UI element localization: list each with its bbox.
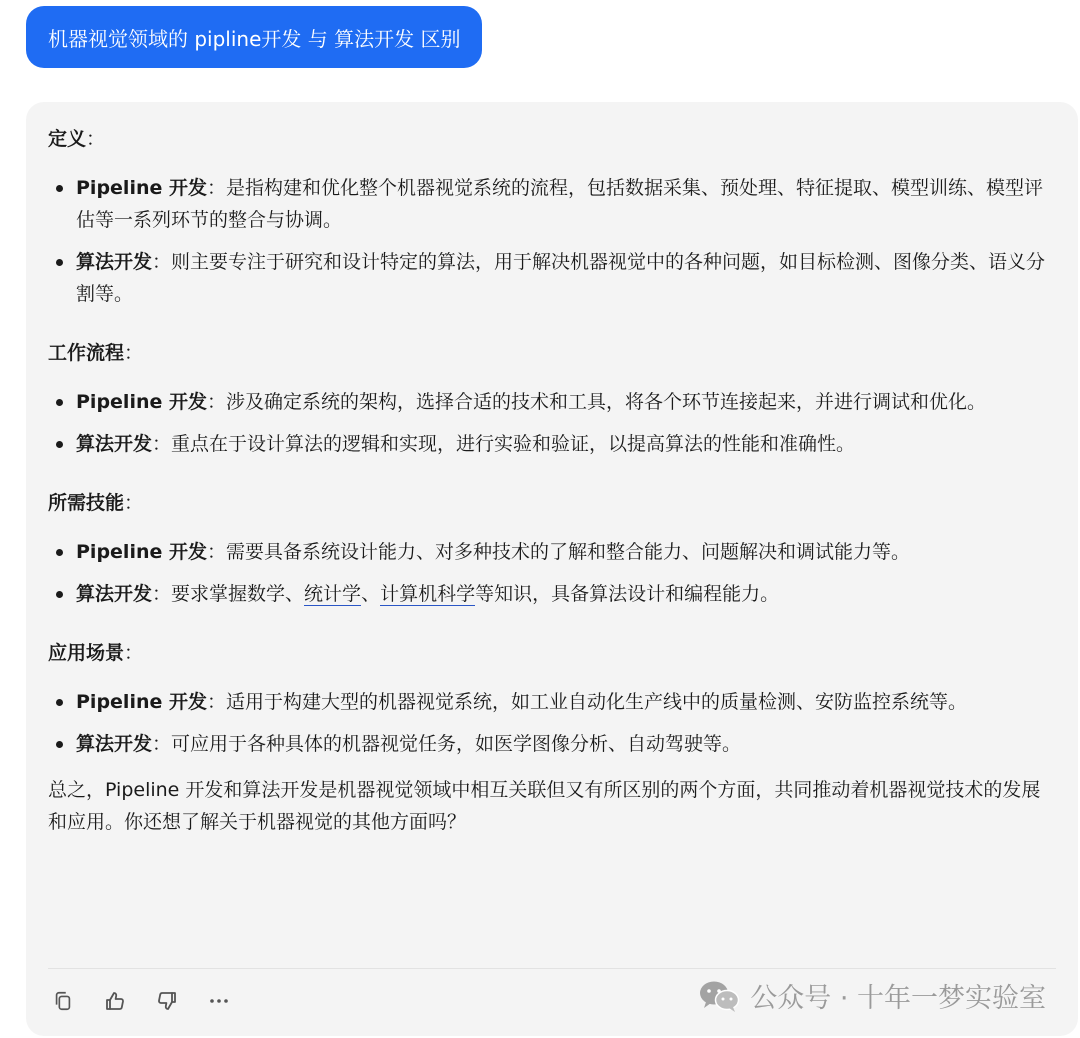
- section-title: 定义：: [48, 128, 106, 150]
- point-label: Pipeline 开发: [76, 691, 207, 713]
- section-title: 工作流程：: [48, 342, 144, 364]
- point-text: 要求掌握数学、: [171, 583, 305, 605]
- bullet-list: [48, 686, 1056, 760]
- list-item: 算法开发：要求掌握数学、统计学、计算机科学等知识，具备算法设计和编程能力。: [48, 578, 1056, 610]
- point-text: 适用于构建大型的机器视觉系统，如工业自动化生产线中的质量检测、安防监控系统等。: [226, 691, 968, 713]
- point-text: 等知识，具备算法设计和编程能力。: [475, 583, 780, 605]
- section-title: 所需技能：: [48, 492, 144, 514]
- point-label: 算法开发: [76, 733, 153, 755]
- point-text: 需要具备系统设计能力、对多种技术的了解和整合能力、问题解决和调试能力等。: [226, 541, 911, 563]
- summary-paragraph: 总之，Pipeline 开发和算法开发是机器视觉领域中相互关联但又有所区别的两个方面，共同推动着机器视觉技术的发展和应用。你还想了解关于机器视觉的其他方面吗？: [48, 779, 1041, 833]
- point-text: 则主要专注于研究和设计特定的算法，用于解决机器视觉中的各种问题，如目标检测、图像分类、语义分割等。: [76, 251, 1046, 305]
- more-icon: [207, 989, 231, 1013]
- user-message-bubble: [26, 6, 482, 68]
- point-label: Pipeline 开发: [76, 177, 207, 199]
- thumbs-down-icon: [155, 989, 179, 1013]
- thumbs-up-icon: [103, 989, 127, 1013]
- more-button[interactable]: [204, 986, 234, 1016]
- list-item: Pipeline 开发：是指构建和优化整个机器视觉系统的流程，包括数据采集、预处理、特征提取、模型训练、模型评估等一系列环节的整合与协调。: [48, 172, 1056, 236]
- bullet-list: [48, 536, 1056, 610]
- section-skills: [48, 488, 1056, 610]
- watermark-text: 公众号 · 十年一梦实验室: [750, 983, 1046, 1014]
- list-item: 算法开发：则主要专注于研究和设计特定的算法，用于解决机器视觉中的各种问题，如目标检测、图像分类、语义分割等。: [48, 246, 1056, 310]
- user-message-text: 机器视觉领域的 pipline开发 与 算法开发 区别: [48, 26, 461, 51]
- assistant-answer-card: [26, 102, 1078, 1036]
- bullet-list: [48, 386, 1056, 460]
- list-item: 算法开发：重点在于设计算法的逻辑和实现，进行实验和验证，以提高算法的性能和准确性。: [48, 428, 1056, 460]
- point-text: 涉及确定系统的架构，选择合适的技术和工具，将各个环节连接起来，并进行调试和优化。: [226, 391, 987, 413]
- copy-icon: [52, 990, 74, 1012]
- statistics-link[interactable]: 统计学: [304, 583, 362, 605]
- thumbs-up-button[interactable]: [100, 986, 130, 1016]
- section-workflow: [48, 338, 1056, 460]
- list-item: Pipeline 开发：适用于构建大型的机器视觉系统，如工业自动化生产线中的质量检测、安防监控系统等。: [48, 686, 1056, 718]
- point-label: 算法开发: [76, 583, 153, 605]
- message-actions: [48, 986, 234, 1016]
- list-item: 算法开发：可应用于各种具体的机器视觉任务，如医学图像分析、自动驾驶等。: [48, 728, 1056, 760]
- point-label: 算法开发: [76, 433, 153, 455]
- computer-science-link[interactable]: 计算机科学: [380, 583, 476, 605]
- list-item: Pipeline 开发：涉及确定系统的架构，选择合适的技术和工具，将各个环节连接起来，并进行调试和优化。: [48, 386, 1056, 418]
- point-label: 算法开发: [76, 251, 153, 273]
- watermark: [698, 976, 1046, 1015]
- point-text: 是指构建和优化整个机器视觉系统的流程，包括数据采集、预处理、特征提取、模型训练、模型评估等一系列环节的整合与协调。: [76, 177, 1044, 231]
- point-label: Pipeline 开发: [76, 391, 207, 413]
- point-text: 可应用于各种具体的机器视觉任务，如医学图像分析、自动驾驶等。: [171, 733, 742, 755]
- section-definition: [48, 124, 1056, 310]
- divider: [48, 968, 1056, 969]
- wechat-icon: [698, 979, 740, 1013]
- thumbs-down-button[interactable]: [152, 986, 182, 1016]
- section-title: 应用场景：: [48, 642, 144, 664]
- point-text: 重点在于设计算法的逻辑和实现，进行实验和验证，以提高算法的性能和准确性。: [171, 433, 856, 455]
- point-label: Pipeline 开发: [76, 541, 207, 563]
- bullet-list: [48, 172, 1056, 310]
- copy-button[interactable]: [48, 986, 78, 1016]
- list-item: Pipeline 开发：需要具备系统设计能力、对多种技术的了解和整合能力、问题解决和调试能力等。: [48, 536, 1056, 568]
- section-scenarios: [48, 638, 1056, 760]
